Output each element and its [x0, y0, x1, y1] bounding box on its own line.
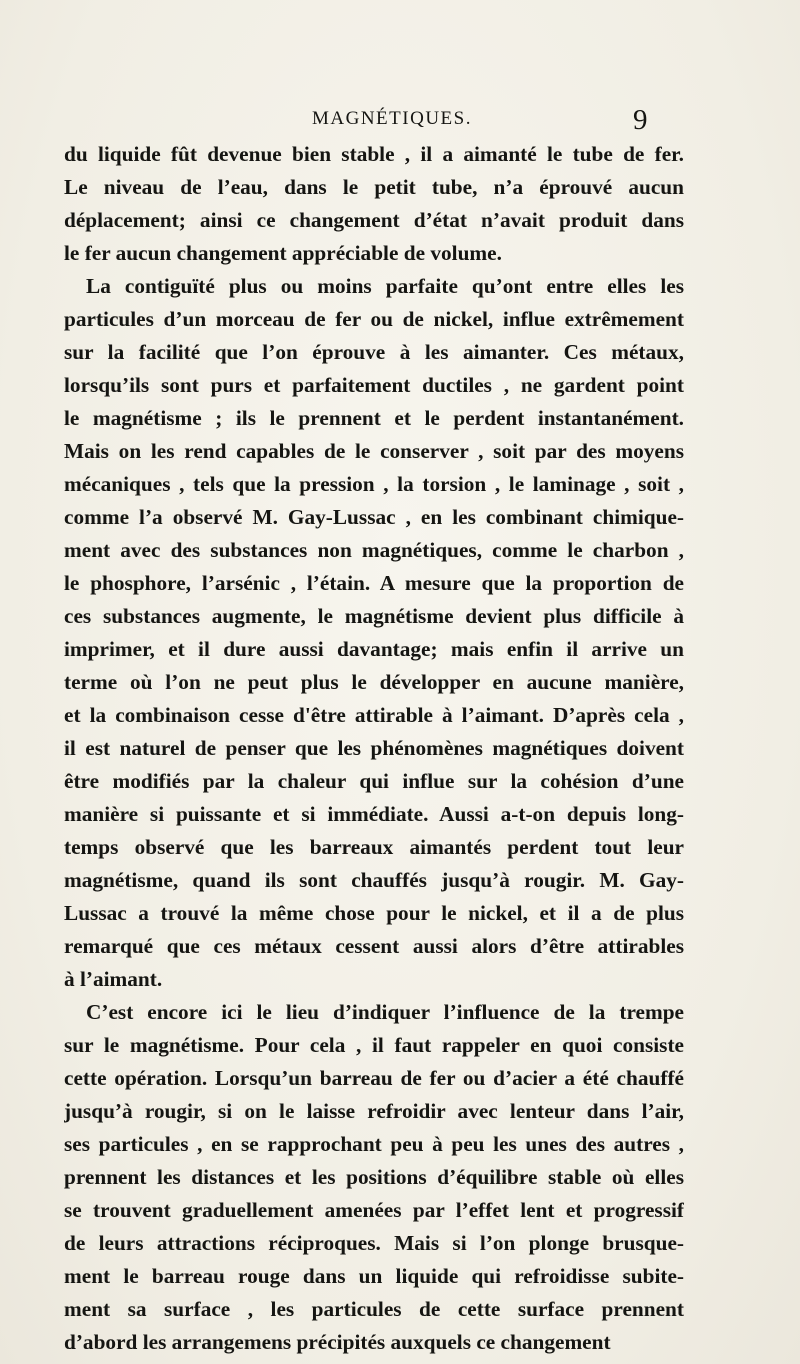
text-line: remarqué que ces métaux cessent aussi alors d’être attirables: [64, 934, 684, 958]
text-line: terme où l’on ne peut plus le développer en aucune manière,: [64, 670, 684, 694]
text-line: ment sa surface , les particules de cette surface prennent: [64, 1297, 684, 1321]
text-line: le fer aucun changement appréciable de volume.: [64, 241, 502, 265]
text-line: cette opération. Lorsqu’un barreau de fer ou d’acier a été chauffé: [64, 1066, 684, 1090]
text-line: sur le magnétisme. Pour cela , il faut rappeler en quoi consiste: [64, 1033, 684, 1057]
text-line: se trouvent graduellement amenées par l’effet lent et progressif: [64, 1198, 684, 1222]
text-line: ses particules , en se rapprochant peu à peu les unes des autres ,: [64, 1132, 684, 1156]
text-line: magnétisme, quand ils sont chauffés jusqu’à rougir. M. Gay-: [64, 868, 684, 892]
text-line: Mais on les rend capables de le conserver , soit par des moyens: [64, 439, 684, 463]
text-line: imprimer, et il dure aussi davantage; mais enfin il arrive un: [64, 637, 684, 661]
text-line: il est naturel de penser que les phénomènes magnétiques doivent: [64, 736, 684, 760]
running-title: MAGNÉTIQUES.: [312, 108, 472, 129]
text-line: du liquide fût devenue bien stable , il a aimanté le tube de fer.: [64, 142, 684, 166]
paragraph: [64, 996, 684, 1359]
paragraph: [64, 270, 684, 996]
text-line: déplacement; ainsi ce changement d’état n’avait produit dans: [64, 208, 684, 232]
text-line: jusqu’à rougir, si on le laisse refroidir avec lenteur dans l’air,: [64, 1099, 684, 1123]
text-line: temps observé que les barreaux aimantés perdent tout leur: [64, 835, 684, 859]
running-head: [0, 104, 800, 134]
text-line: ment le barreau rouge dans un liquide qui refroidisse subite-: [64, 1264, 684, 1288]
text-line: mécaniques , tels que la pression , la torsion , le laminage , soit ,: [64, 472, 684, 496]
text-line: Le niveau de l’eau, dans le petit tube, n’a éprouvé aucun: [64, 175, 684, 199]
text-line: sur la facilité que l’on éprouve à les aimanter. Ces métaux,: [64, 340, 684, 364]
text-line: ces substances augmente, le magnétisme devient plus difficile à: [64, 604, 684, 628]
text-line: comme l’a observé M. Gay-Lussac , en les combinant chimique-: [64, 505, 684, 529]
text-line: C’est encore ici le lieu d’indiquer l’influence de la trempe: [86, 1000, 684, 1024]
page-number: 9: [633, 104, 648, 136]
text-line: particules d’un morceau de fer ou de nickel, influe extrêmement: [64, 307, 684, 331]
text-line: lorsqu’ils sont purs et parfaitement ductiles , ne gardent point: [64, 373, 684, 397]
text-line: et la combinaison cesse d'être attirable à l’aimant. D’après cela ,: [64, 703, 684, 727]
body-text: [64, 138, 684, 1359]
text-line: prennent les distances et les positions d’équilibre stable où elles: [64, 1165, 684, 1189]
text-line: de leurs attractions réciproques. Mais si l’on plonge brusque-: [64, 1231, 684, 1255]
text-line: le magnétisme ; ils le prennent et le perdent instantanément.: [64, 406, 684, 430]
text-line: être modifiés par la chaleur qui influe sur la cohésion d’une: [64, 769, 684, 793]
text-line: le phosphore, l’arsénic , l’étain. A mesure que la proportion de: [64, 571, 684, 595]
text-line: manière si puissante et si immédiate. Aussi a-t-on depuis long-: [64, 802, 684, 826]
text-line: ment avec des substances non magnétiques, comme le charbon ,: [64, 538, 684, 562]
text-line: d’abord les arrangemens précipités auxquels ce changement: [64, 1330, 611, 1354]
text-line: La contiguïté plus ou moins parfaite qu’ont entre elles les: [86, 274, 684, 298]
text-line: à l’aimant.: [64, 967, 163, 991]
text-line: Lussac a trouvé la même chose pour le nickel, et il a de plus: [64, 901, 684, 925]
paragraph: [64, 138, 684, 270]
